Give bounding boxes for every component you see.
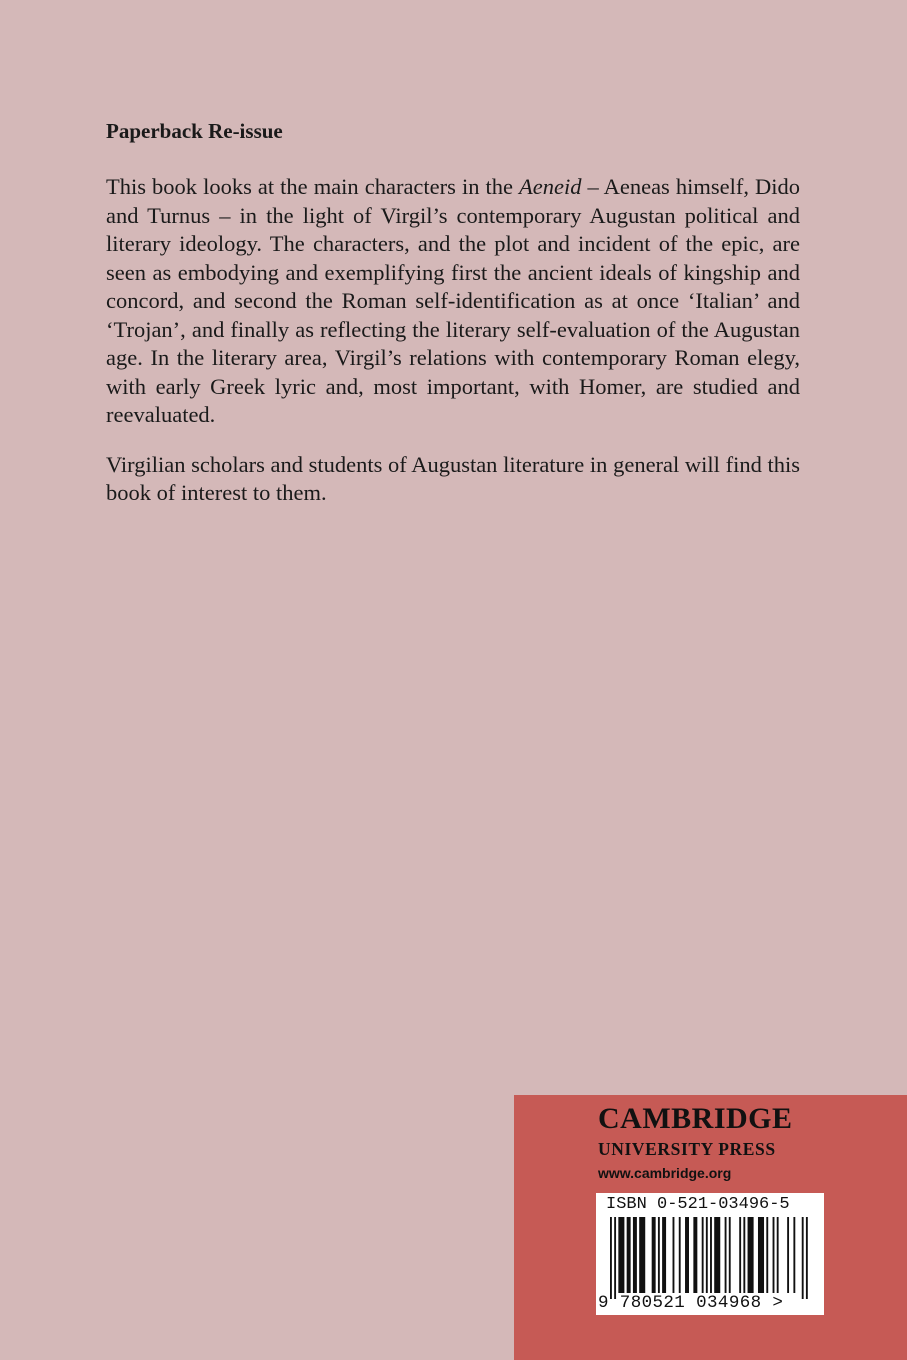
barcode-bar bbox=[662, 1217, 666, 1293]
description-paragraph bbox=[106, 173, 800, 430]
description-text-start: This book looks at the main characters in the bbox=[106, 174, 520, 199]
barcode-bar bbox=[806, 1217, 808, 1299]
publisher-url: www.cambridge.org bbox=[598, 1165, 732, 1181]
back-cover-text bbox=[106, 116, 800, 529]
barcode-bar bbox=[639, 1217, 645, 1293]
barcode-bar bbox=[725, 1217, 727, 1293]
barcode-bar bbox=[702, 1217, 704, 1293]
isbn-label: ISBN 0-521-03496-5 bbox=[606, 1195, 790, 1214]
barcode-bar bbox=[685, 1217, 689, 1293]
barcode-bar bbox=[773, 1217, 775, 1293]
barcode-bar bbox=[633, 1217, 637, 1293]
barcode-bar bbox=[706, 1217, 708, 1293]
barcode-bar bbox=[739, 1217, 741, 1293]
barcode-bar bbox=[627, 1217, 631, 1293]
barcode-bar bbox=[673, 1217, 675, 1293]
publisher-name: CAMBRIDGE bbox=[598, 1102, 793, 1135]
description-text-rest: – Aeneas himself, Dido and Turnus – in the light of Virgil’s contemporary Augustan political and literary ideology. The characters, and the plot and incident of the epic, are seen as embodying and exemplifying first the ancient ideals of kingship and concord, and second the Roman self-identification as at once ‘Italian’ and ‘Trojan’, and finally as reflecting the literary self-evaluation of the Augustan age. In the literary area, Virgil’s relations with contemporary Roman elegy, with early Greek lyric and, most important, with Homer, are studied and reevaluated. bbox=[106, 174, 801, 427]
barcode-bar bbox=[787, 1217, 789, 1293]
barcode-bar bbox=[793, 1217, 795, 1293]
audience-paragraph: Virgilian scholars and students of Augustan literature in general will find this book of interest to them. bbox=[106, 451, 800, 505]
barcode-bar bbox=[618, 1217, 624, 1293]
barcode-bar bbox=[777, 1217, 779, 1293]
barcode-bar bbox=[802, 1217, 804, 1299]
aeneid-title: Aeneid bbox=[519, 174, 582, 199]
barcode-bar bbox=[658, 1217, 660, 1293]
publisher-subname: UNIVERSITY PRESS bbox=[598, 1139, 776, 1159]
barcode-bar bbox=[710, 1217, 712, 1293]
barcode-bar bbox=[652, 1217, 656, 1293]
ean-digits: 9 780521 034968 > bbox=[598, 1293, 784, 1313]
barcode-bar bbox=[693, 1217, 697, 1293]
barcode-bar bbox=[714, 1217, 720, 1293]
reissue-heading: Paperback Re-issue bbox=[106, 119, 283, 143]
barcode-bar bbox=[748, 1217, 754, 1293]
barcode-bar bbox=[610, 1217, 612, 1299]
barcode-bar bbox=[758, 1217, 764, 1293]
barcode-box bbox=[596, 1193, 824, 1315]
barcode-bar bbox=[766, 1217, 768, 1293]
barcode-bar bbox=[743, 1217, 745, 1293]
barcode-bar bbox=[614, 1217, 616, 1299]
barcode-bar bbox=[729, 1217, 731, 1293]
publisher-panel bbox=[514, 1095, 907, 1360]
barcode-bar bbox=[679, 1217, 681, 1293]
